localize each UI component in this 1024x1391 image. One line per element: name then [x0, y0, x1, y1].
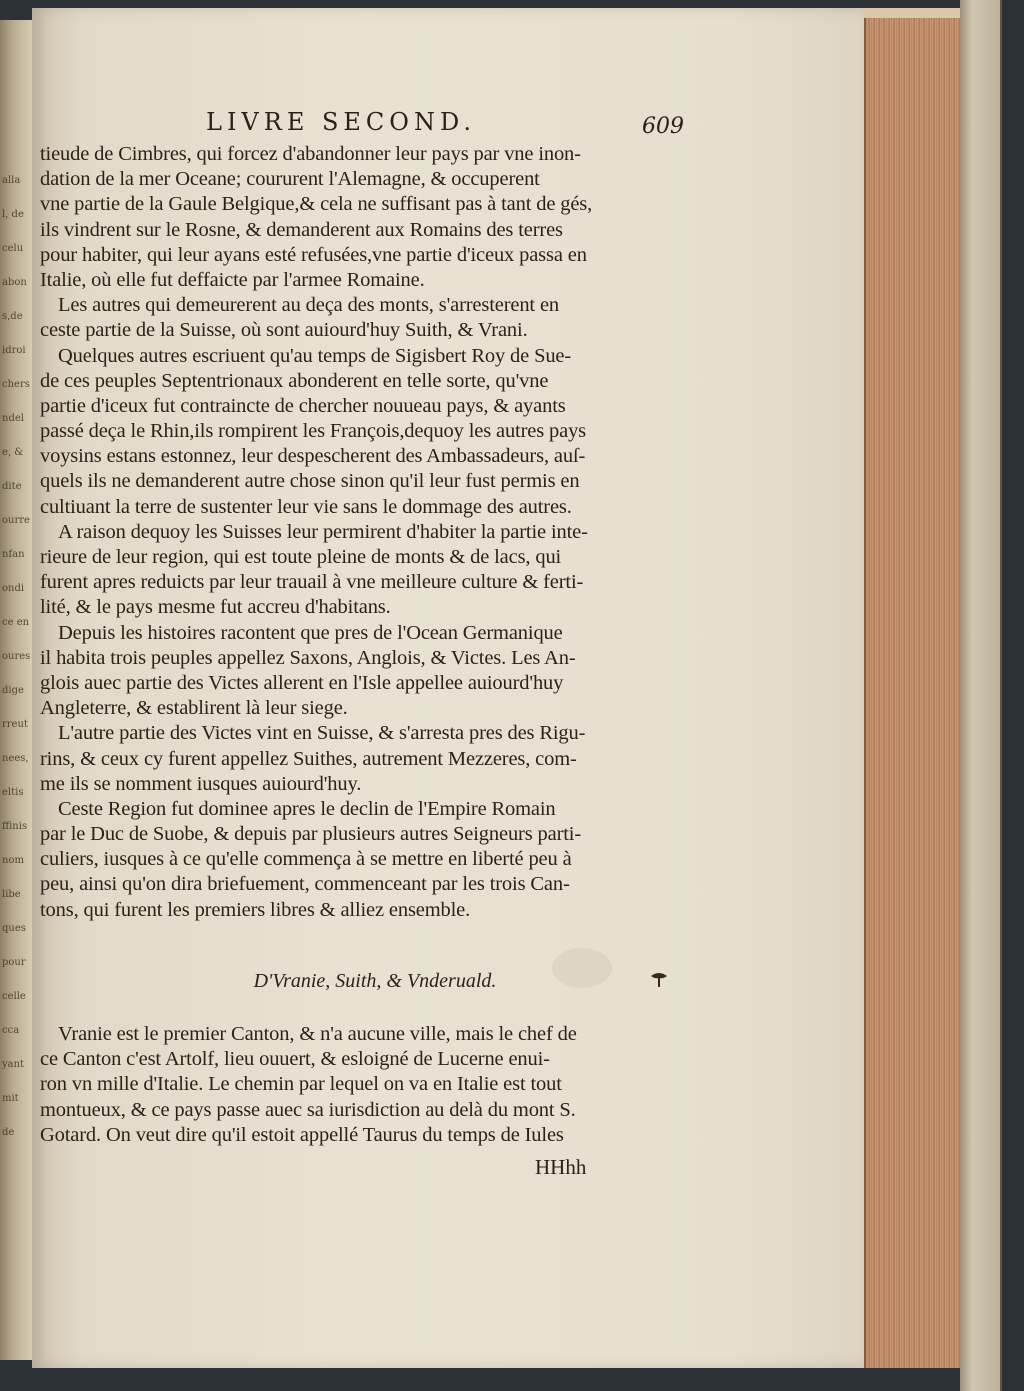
margin-fragment: nfan [2, 549, 25, 560]
text-line: peu, ainsi qu'on dira briefuement, commenceant par les trois Can- [40, 873, 570, 896]
margin-fragment: ce en [2, 617, 30, 628]
text-line: ceste partie de la Suisse, où sont auiourd'huy Suith, & Vrani. [40, 319, 528, 342]
text-line: Vranie est le premier Canton, & n'a aucune ville, mais le chef de [58, 1023, 577, 1045]
text-line: A raison dequoy les Suisses leur permirent d'habiter la partie inte- [58, 520, 588, 543]
running-head: LIVRE SECOND. [206, 108, 476, 136]
text-line: rins, & ceux cy furent appellez Suithes, autrement Mezzeres, com- [40, 747, 577, 770]
text-line: lité, & le pays mesme fut accreu d'habitans. [40, 596, 391, 619]
text-line: ils vindrent sur le Rosne, & demanderent aux Romains des terres [40, 218, 563, 241]
text-line: vne partie de la Gaule Belgique,& cela ne suffisant pas à tant de gés, [40, 193, 593, 216]
margin-fragment: idroi [2, 345, 26, 356]
text-line: par le Duc de Suobe, & depuis par plusieurs autres Seigneurs parti- [40, 823, 582, 846]
margin-fragment: ourre [2, 515, 30, 526]
margin-fragment: ffinis [2, 821, 28, 832]
margin-fragment: celu [2, 243, 24, 254]
canton-text-block [40, 1022, 680, 1148]
text-line: glois auec partie des Victes allerent en l'Isle appellee auiourd'huy [40, 671, 564, 694]
margin-fragment: ndel [2, 413, 24, 424]
text-line: il habita trois peuples appellez Saxons, Anglois, & Victes. Les An- [40, 646, 576, 669]
text-line: tons, qui furent les premiers libres & alliez ensemble. [40, 898, 471, 921]
text-line: tieude de Cimbres, qui forcez d'abandonner leur pays par vne inon- [40, 143, 581, 165]
margin-fragment: rreut [2, 719, 28, 730]
text-line: ce Canton c'est Artolf, lieu ouuert, & esloigné de Lucerne enui- [40, 1048, 550, 1071]
page-block-top [864, 8, 960, 18]
text-line: Ceste Region fut dominee apres le declin de l'Empire Romain [58, 797, 556, 820]
text-line: Gotard. On veut dire qu'il estoit appellé Taurus du temps de Iules [40, 1123, 564, 1146]
page-block-edge [864, 8, 962, 1368]
text-line: partie d'iceux fut contraincte de chercher nouueau pays, & ayants [40, 394, 566, 417]
text-line: rieure de leur region, qui est toute pleine de monts & de lacs, qui [40, 546, 562, 568]
text-line: L'autre partie des Victes vint en Suisse, & s'arresta pres des Rigu- [58, 722, 586, 745]
text-line: Quelques autres escriuent qu'au temps de Sigisbert Roy de Sue- [58, 344, 572, 367]
margin-fragment: ques [2, 923, 26, 934]
margin-fragment: ondi [2, 583, 25, 594]
margin-fragment: l, de [2, 209, 24, 220]
margin-fragment: celle [2, 991, 26, 1002]
text-line: Italie, où elle fut deffaicte par l'armee Romaine. [40, 268, 425, 291]
margin-fragment: chers [2, 379, 30, 390]
signature-mark: HHhh [535, 1155, 587, 1179]
margin-fragment: dite [2, 481, 22, 492]
text-line: ron vn mille d'Italie. Le chemin par lequel on va en Italie est tout [40, 1073, 562, 1096]
margin-fragment: eltis [2, 787, 24, 798]
margin-fragment: mit [2, 1093, 19, 1104]
text-line: montueux, & ce pays passe auec sa iurisdiction au delà du mont S. [40, 1098, 576, 1121]
margin-fragment: dige [2, 685, 24, 696]
margin-fragment: nees, [2, 753, 29, 764]
margin-fragment: nom [2, 855, 24, 866]
text-line: furent apres reduicts par leur trauail à vne meilleure culture & ferti- [40, 571, 584, 594]
margin-fragment: pour [2, 957, 26, 968]
margin-fragment: e, & [2, 447, 24, 458]
section-heading: D'Vranie, Suith, & Vnderuald. [253, 970, 497, 992]
text-line: cultiuant la terre de sustenter leur vie sans le dommage des autres. [40, 495, 572, 518]
text-line: Les autres qui demeurerent au deça des monts, s'arresterent en [58, 294, 559, 317]
margin-fragment: de [2, 1127, 15, 1138]
text-line: culiers, iusques à ce qu'elle commença à se mettre en liberté peu à [40, 848, 572, 871]
book-cover-edge [960, 0, 1002, 1391]
text-line: passé deça le Rhin,ils rompirent les François,dequoy les autres pays [40, 420, 587, 443]
margin-fragment: oures [2, 651, 30, 662]
text-line: dation de la mer Oceane; coururent l'Alemagne, & occuperent [40, 168, 540, 191]
margin-fragment: libe [2, 889, 21, 900]
text-line: me ils se nomment iusques auiourd'huy. [40, 772, 362, 795]
margin-fragment: alla [2, 175, 21, 186]
margin-fragment: s,de [2, 311, 23, 322]
text-line: de ces peuples Septentrionaux abonderent en telle sorte, qu'vne [40, 369, 549, 392]
text-line: voysins estans estonnez, leur despescherent des Ambassadeurs, auſ- [40, 445, 586, 468]
main-text-block [40, 142, 680, 923]
fleuron-ornament-icon [648, 970, 670, 988]
margin-fragment: cca [2, 1025, 20, 1036]
text-line: pour habiter, qui leur ayans esté refusées,vne partie d'iceux passa en [40, 243, 587, 266]
margin-fragment: abon [2, 277, 27, 288]
text-line: Depuis les histoires racontent que pres de l'Ocean Germanique [58, 621, 563, 644]
text-line: Angleterre, & establirent là leur siege. [40, 697, 348, 720]
margin-fragment: yant [2, 1059, 25, 1070]
text-line: quels ils ne demanderent autre chose sinon qu'il leur fust permis en [40, 470, 580, 493]
folio-number: 609 [642, 114, 684, 139]
